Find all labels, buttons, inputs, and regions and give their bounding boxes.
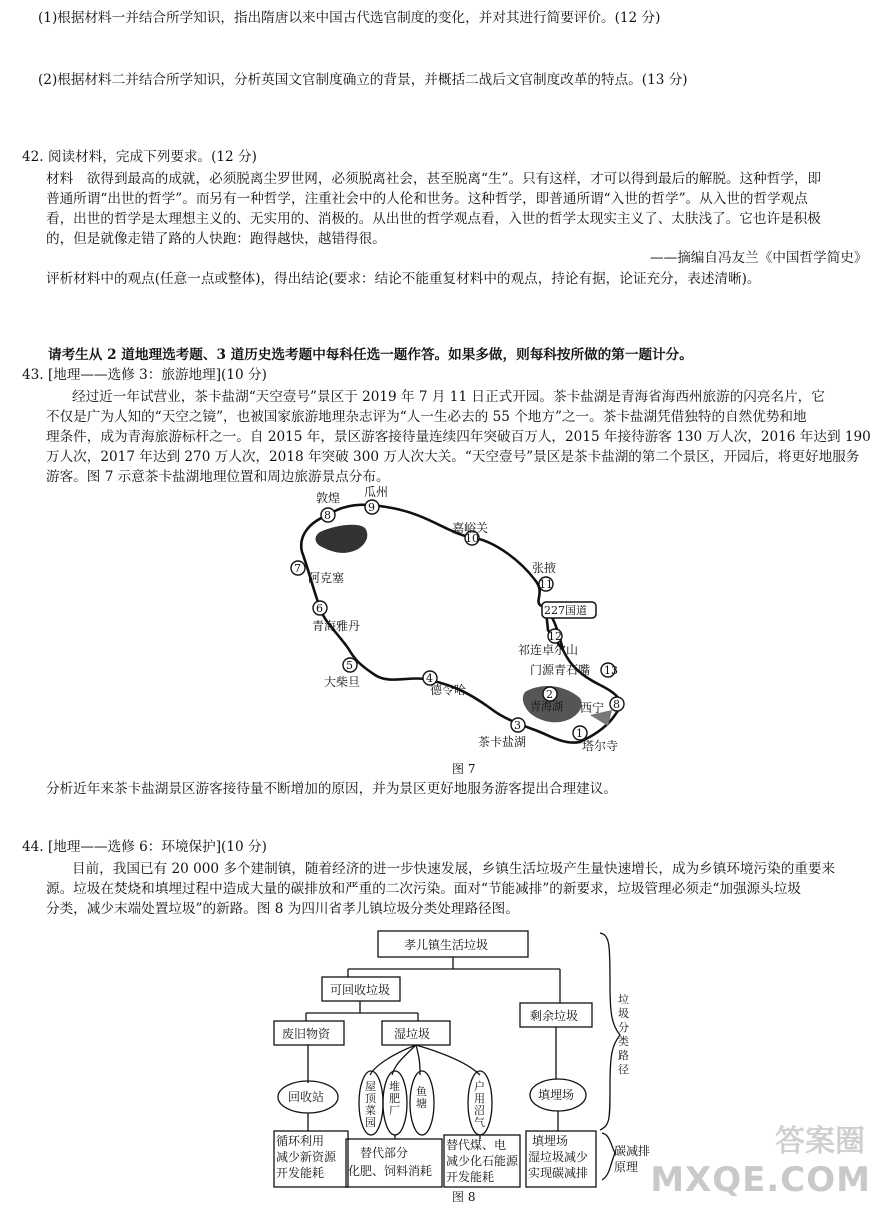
svg-text:青海雅丹: 青海雅丹 [312,619,361,633]
svg-text:11: 11 [539,578,553,591]
svg-text:鱼: 鱼 [416,1085,427,1098]
q44-heading: 44. [地理——选修 6：环境保护](10 分) [22,839,267,855]
q44-text-line: 目前，我国已有 20 000 多个建制镇，随着经济的进一步快速发展，乡镇生活垃圾产生量快速增长，成为乡镇环境污染的重要来 [72,861,836,877]
svg-text:9: 9 [368,501,375,514]
q43-text-line: 经过近一年试营业，茶卡盐湖“天空壹号”景区于 2019 年 7 月 11 日正式开园。茶卡盐湖是青海省海西州旅游的闪亮名片，它 [72,389,825,405]
watermark-top: 答案圈 [775,1124,865,1159]
svg-text:嘉峪关: 嘉峪关 [452,521,489,535]
svg-text:实现碳减排: 实现碳减排 [528,1166,589,1180]
svg-text:废旧物资: 废旧物资 [282,1027,331,1041]
svg-text:可回收垃圾: 可回收垃圾 [330,983,391,997]
svg-text:10: 10 [465,532,479,545]
q43-heading: 43. [地理——选修 3：旅游地理](10 分) [22,367,267,383]
svg-text:6: 6 [316,602,323,615]
svg-text:替代部分: 替代部分 [360,1146,409,1160]
svg-text:顶: 顶 [365,1092,376,1105]
lake-west [316,525,368,553]
svg-text:湿垃圾减少: 湿垃圾减少 [528,1150,589,1164]
svg-text:5: 5 [346,659,353,672]
svg-text:门源青石嘴: 门源青石嘴 [530,663,591,677]
svg-text:肥: 肥 [389,1092,400,1105]
svg-text:类: 类 [618,1035,629,1048]
svg-text:圾: 圾 [618,1007,629,1020]
svg-text:化肥、饲料消耗: 化肥、饲料消耗 [348,1164,433,1178]
svg-text:回收站: 回收站 [288,1090,325,1104]
svg-text:剩余垃圾: 剩余垃圾 [530,1009,579,1023]
svg-text:大柴旦: 大柴旦 [324,675,361,689]
svg-text:填埋场: 填埋场 [538,1088,575,1102]
svg-text:祁连卓尔山: 祁连卓尔山 [518,643,579,657]
svg-text:径: 径 [618,1063,629,1076]
q43-text-line: 游客。图 7 示意茶卡盐湖地理位置和周边旅游景点分布。 [46,469,390,485]
watermark-logo: MXQE.COM [650,1160,871,1200]
svg-text:塔尔寺: 塔尔寺 [582,739,619,753]
q43-question: 分析近年来茶卡盐湖景区游客接待量不断增加的原因，并为景区更好地服务游客提出合理建议。 [46,781,617,797]
q42-heading: 42. 阅读材料，完成下列要求。(12 分) [22,149,257,165]
svg-text:张掖: 张掖 [532,561,557,575]
svg-text:227国道: 227国道 [544,604,587,617]
svg-text:垃: 垃 [618,993,629,1006]
svg-text:德令哈: 德令哈 [430,683,467,697]
q42-material-line: 普通所谓“出世的哲学”。而另有一种哲学，注重社会中的人伦和世务。这种哲学，即普通所谓“入世的哲学”。从入世的哲学观点 [46,191,808,207]
q44-text-line: 源。垃圾在焚烧和填埋过程中造成大量的碳排放和严重的二次污染。面对“节能减排”的新要求，垃圾管理必须走“加强源头垃圾 [46,881,801,897]
figure7-map [280,480,640,780]
svg-text:分: 分 [618,1021,629,1034]
svg-text:青海湖: 青海湖 [530,700,563,713]
q42-question: 评析材料中的观点(任意一点或整体)，得出结论(要求：结论不能重复材料中的观点，持论有据，论证充分，表述清晰)。 [46,271,761,287]
svg-text:填埋场: 填埋场 [532,1134,569,1148]
svg-text:减少化石能源: 减少化石能源 [446,1154,519,1168]
svg-text:茶卡盐湖: 茶卡盐湖 [478,735,527,749]
svg-text:8: 8 [613,698,620,711]
svg-text:13: 13 [604,664,618,677]
svg-text:减少新资源: 减少新资源 [276,1150,337,1164]
svg-text:园: 园 [365,1116,376,1129]
svg-text:1: 1 [576,727,583,740]
svg-text:瓜州: 瓜州 [364,485,389,499]
svg-text:孝儿镇生活垃圾: 孝儿镇生活垃圾 [404,938,489,952]
svg-text:湿垃圾: 湿垃圾 [394,1027,431,1041]
q43-text-line: 不仅是广为人知的“天空之镜”，也被国家旅游地理杂志评为“人一生必去的 55 个地方”之一。茶卡盐湖凭借独特的自然优势和地 [46,409,807,425]
svg-text:3: 3 [514,719,521,732]
svg-text:西宁: 西宁 [580,701,605,715]
svg-text:12: 12 [548,630,562,643]
q44-text-line: 分类，减少末端处置垃圾”的新路。图 8 为四川省孝儿镇垃圾分类处理路径图。 [46,901,519,917]
q42-material-line: 看，出世的哲学是太理想主义的、无实用的、消极的。从出世的哲学观点看，入世的哲学太现实主义了、太肤浅了。它也许是积极 [46,211,821,227]
svg-text:2: 2 [546,688,553,701]
svg-text:替代煤、电: 替代煤、电 [446,1138,507,1152]
svg-text:堆: 堆 [389,1080,400,1093]
svg-text:路: 路 [618,1049,629,1062]
q42-material-line: 材料 欲得到最高的成就，必须脱离尘罗世网，必须脱离社会，甚至脱离“生”。只有这样，才可以得到最后的解脱。这种哲学，即 [46,171,822,187]
svg-text:循环利用: 循环利用 [276,1134,325,1148]
svg-text:厂: 厂 [389,1104,400,1117]
svg-text:菜: 菜 [365,1104,376,1117]
svg-text:开发能耗: 开发能耗 [276,1166,325,1180]
figure8-diagram [270,925,670,1195]
svg-text:户: 户 [474,1080,485,1093]
q41-part1: (1)根据材料一并结合所学知识，指出隋唐以来中国古代选官制度的变化，并对其进行简要评价。(12 分) [38,10,661,26]
svg-text:阿克塞: 阿克塞 [308,571,345,585]
svg-text:原理: 原理 [614,1160,639,1174]
q42-source: ——摘编自冯友兰《中国哲学简史》 [650,250,868,266]
svg-text:8: 8 [324,509,331,522]
q43-text-line: 万人次，2017 年达到 270 万人次，2018 年突破 300 万人次大关。“天空壹号”景区是茶卡盐湖的第二个景区，开园后，将更好地服务 [46,449,860,465]
figure7-caption: 图 7 [452,762,476,776]
q43-text-line: 理条件，成为青海旅游标杆之一。自 2015 年，景区游客接待量连续四年突破百万人，2015 年接待游客 130 万人次，2016 年达到 190 [46,429,871,445]
svg-text:用: 用 [474,1092,485,1105]
q41-part2: (2)根据材料二并结合所学知识，分析英国文官制度确立的背景，并概括二战后文官制度改革的特点。(13 分) [38,72,688,88]
svg-text:开发能耗: 开发能耗 [446,1170,495,1184]
svg-text:7: 7 [294,562,301,575]
svg-text:4: 4 [426,672,433,685]
svg-text:气: 气 [474,1116,485,1129]
q42-material-line: 的，但是就像走错了路的人快跑：跑得越快，越错得很。 [46,231,386,247]
svg-text:屋: 屋 [365,1080,376,1093]
svg-text:敦煌: 敦煌 [316,491,341,505]
svg-text:塘: 塘 [416,1097,427,1110]
figure8-caption: 图 8 [452,1190,476,1204]
svg-text:碳减排: 碳减排 [614,1144,651,1158]
elective-notice: 请考生从 2 道地理选考题、3 道历史选考题中每科任选一题作答。如果多做，则每科按所做的第一题计分。 [48,347,693,363]
svg-text:沼: 沼 [474,1104,485,1117]
